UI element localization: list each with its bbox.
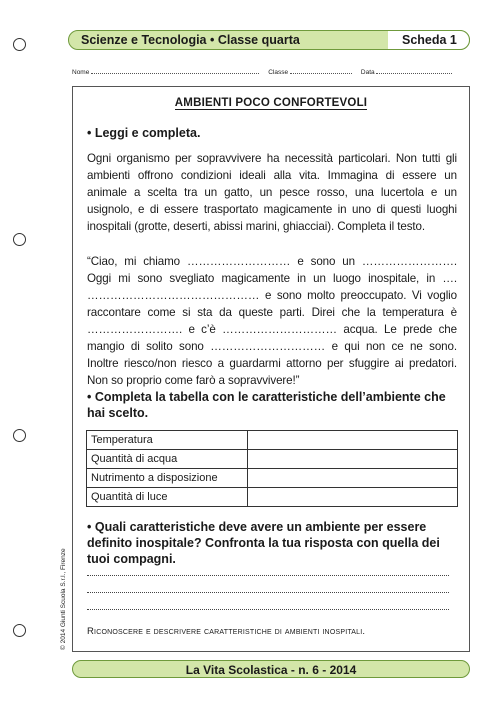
exercise1-intro: Ogni organismo per sopravvivere ha necessità particolari. Non tutti gli ambienti offrono condizioni ideali alla vita. Immagina di essere un animale a scelta tra un gatto, un pesce rosso, una lucertola e un usignolo, e di essere trasportato magicamente in uno di questi luoghi inospitali (grotte, deserti, abissi marini, ghiacciai). Completa il testo.	[87, 152, 457, 233]
table-row	[87, 450, 458, 469]
date-label: Data	[360, 69, 375, 76]
sheet-label: Scheda 1	[402, 33, 457, 47]
copyright-notice: © 2014 Giunti Scuola S.r.l., Firenze	[60, 548, 67, 650]
name-label: Nome	[72, 69, 90, 76]
class-field[interactable]	[290, 67, 352, 74]
characteristics-table	[86, 430, 458, 507]
binder-hole-lower	[13, 429, 26, 442]
date-field[interactable]	[376, 67, 452, 74]
answer-line-2[interactable]	[87, 591, 449, 593]
row-label-food: Nutrimento a disposizione	[87, 469, 248, 488]
class-label: Classe	[268, 69, 289, 76]
binder-hole-top	[13, 38, 26, 51]
learning-goal: Riconoscere e descrivere caratteristiche di ambienti inospitali.	[87, 626, 366, 637]
binder-hole-bottom	[13, 624, 26, 637]
answer-line-1[interactable]	[87, 574, 449, 576]
row-label-temperature: Temperatura	[87, 431, 248, 450]
name-field[interactable]	[91, 67, 259, 74]
table-row	[87, 431, 458, 450]
table-row	[87, 469, 458, 488]
row-label-water: Quantità di acqua	[87, 450, 248, 469]
binder-hole-upper	[13, 233, 26, 246]
student-fields	[72, 67, 470, 76]
sheet-tab	[388, 30, 470, 50]
worksheet-title	[72, 97, 470, 109]
answer-cell-temperature[interactable]	[248, 431, 458, 450]
exercise2-instruction: • Completa la tabella con le caratteristiche dell’ambiente che hai scelto.	[87, 390, 446, 420]
answer-cell-water[interactable]	[248, 450, 458, 469]
row-label-light: Quantità di luce	[87, 488, 248, 507]
answer-cell-light[interactable]	[248, 488, 458, 507]
table-row	[87, 488, 458, 507]
exercise3-instruction: • Quali caratteristiche deve avere un ambiente per essere definito inospitale? Confronta la tua risposta con quella dei tuoi compagni.	[87, 520, 440, 566]
exercise1-story: “Ciao, mi chiamo ……………………… e sono un ……………………. Oggi mi sono svegliato magicamente in un luogo inospitale, in …. ……………………………………… e sono molto preoccupato. Vi voglio raccontare come si sta da queste parti. Direi che la temperatura è ……………………. e c’è ………………………… acqua. Le prede che mangio di solito sono ………………………… e qui non ce ne sono. Inoltre riesco/non riesco a guardarmi attorno per sfuggire ai predatori. Non so proprio come farò a sopravvivere!”	[87, 255, 457, 387]
subject-title: Scienze e Tecnologia • Classe quarta	[81, 33, 300, 47]
exercise1-instruction: • Leggi e completa.	[87, 126, 201, 140]
answer-cell-food[interactable]	[248, 469, 458, 488]
footer-text: La Vita Scolastica - n. 6 - 2014	[185, 663, 357, 677]
footer-bar	[72, 660, 470, 678]
worksheet-title-text: AMBIENTI POCO CONFORTEVOLI	[174, 97, 368, 109]
answer-line-3[interactable]	[87, 608, 449, 610]
